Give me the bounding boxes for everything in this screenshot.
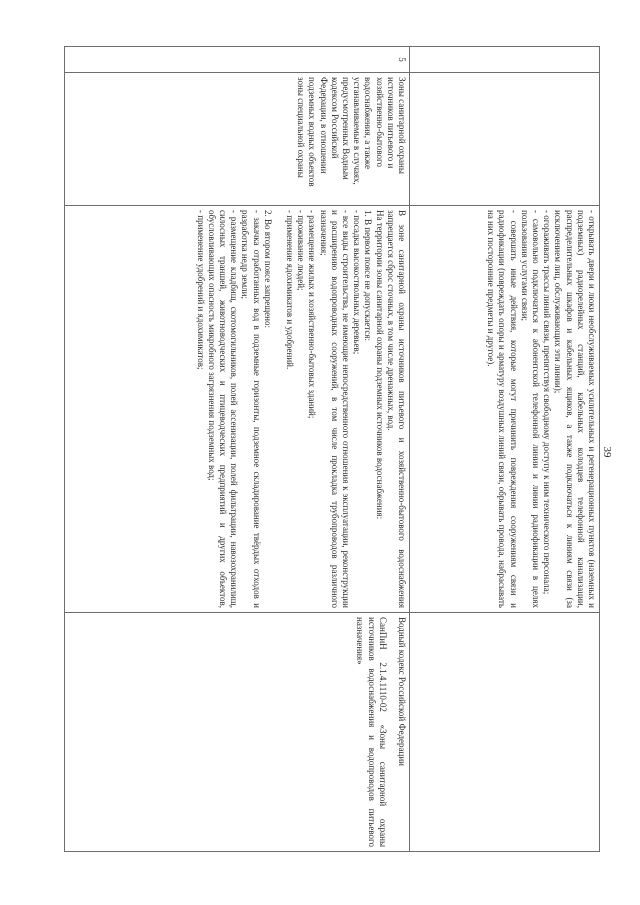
cell-number-empty <box>410 47 600 73</box>
cell-zone-empty <box>410 73 600 206</box>
belt1-item: - посадка высокоствольных деревьев; <box>352 210 363 355</box>
belt1-item: - размещение жилых и хозяйственно-бытовых зданий; <box>307 210 318 419</box>
restriction-intro: На территории зоны санитарной охраны подземных источников водоснабжения: <box>374 210 385 520</box>
belt2-item: - закачка отработанных вод в подземные горизонты, подземное складирование твёрдых отходов и разработка недр земли; <box>240 210 262 608</box>
belt2-title: 2. Во втором поясе запрещено: <box>262 210 273 328</box>
cell-restrictions-continued <box>410 206 600 613</box>
zone-name: Зоны санитарной охраны источников питьевого и хозяйственно-бытового водоснабжения, а также устанавливаемые в случаях, предусмотренных Водным кодексом Российской Федерации, в отношении подземных водных объектов зоны специальной охраны <box>65 73 410 206</box>
paragraph-spacer <box>388 617 396 847</box>
row-number: 5 <box>65 47 410 73</box>
rotated-table-frame <box>65 46 600 851</box>
paragraph-spacer <box>273 210 284 608</box>
restriction-intro: В зоне санитарной охраны источников питьевого и хозяйственно-бытового водоснабжения запрещается сброс сточных, в том числе дренажных, вод. <box>385 210 407 608</box>
cell-law-empty <box>410 613 600 852</box>
restriction-item: - самовольно подключаться к абонентской телефонной линии и линии радиофикации в целях пользования услугами связи; <box>519 210 541 608</box>
restriction-item: - открывать двери и люки необслуживаемых усилительных и регенерационных пунктов (наземных и подземных) радиорелейных станций, кабельных колодцев телефонной канализации, распределительных шкафов и кабельных ящиков, а также подключаться к линиям связи (за исключением лиц, обслуживающих эти линии); <box>553 210 597 608</box>
belt2-item: - размещение кладбищ, скотомогильников, полей ассенизации, полей фильтрации, навозохранилищ, силосных траншей, животноводческих и птицеводческих предприятий и других объектов, обусловливающих опасность микробного загрязнения подземных вод; <box>206 210 240 608</box>
table-row-5 <box>65 47 410 852</box>
law-reference: СанПиН 2.1.4.1110-02 «Зоны санитарной охраны источников водоснабжения и водопроводов питьевого назначения» <box>355 617 388 847</box>
restriction-item: - огораживать трассы линий связи, препятствуя свободному доступу к ним технического персонала; <box>542 210 553 595</box>
belt1-item: - применение ядохимикатов и удобрений. <box>284 210 295 370</box>
cell-laws <box>65 613 410 852</box>
restrictions-table <box>64 46 600 852</box>
cell-restrictions <box>65 206 410 613</box>
page-number: 39 <box>601 446 613 458</box>
law-reference: Водный кодекс Российской Федерации <box>397 617 407 766</box>
restriction-item: - совершать иные действия, которые могут причинить повреждения сооружениям связи и радиофикации (повреждать опоры и арматуру воздушных линий связи, обрывать провода, набрасывать на них посторонние предметы и другое). <box>486 210 519 608</box>
belt1-item: - все виды строительства, не имеющие непосредственного отношения к эксплуатации, реконструкции и расширению водопроводных сооружений, в том числе прокладка трубопроводов различного назначения; <box>318 210 351 608</box>
belt1-title: 1. В первом поясе не допускается: <box>363 210 374 342</box>
table-row-continued <box>410 47 600 852</box>
belt2-item: - применение удобрений и ядохимикатов; <box>195 210 206 370</box>
belt1-item: - проживание людей; <box>296 210 307 291</box>
